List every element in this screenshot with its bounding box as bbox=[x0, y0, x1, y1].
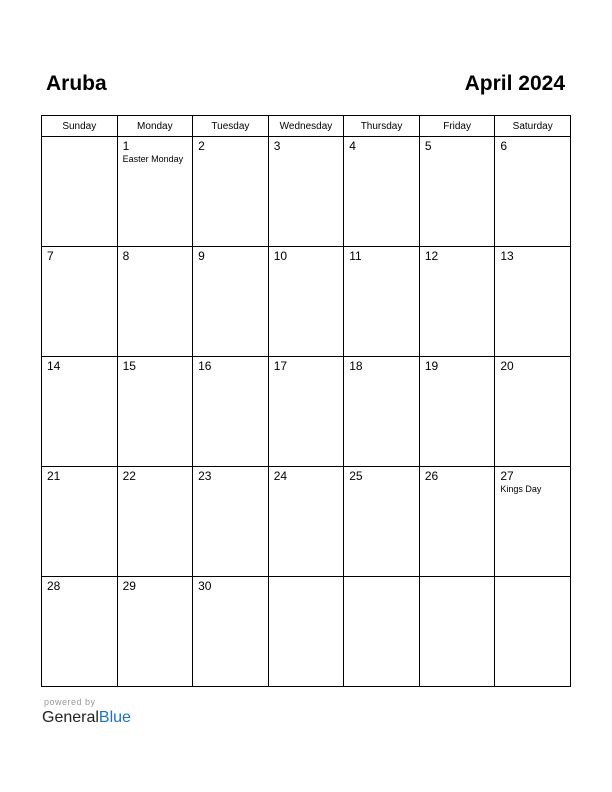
day-cell bbox=[495, 467, 571, 577]
weekday-wednesday: Wednesday bbox=[268, 116, 344, 137]
day-cell bbox=[42, 357, 118, 467]
day-cell bbox=[193, 577, 269, 687]
day-number: 12 bbox=[424, 249, 439, 263]
weekday-friday: Friday bbox=[419, 116, 495, 137]
weekday-sunday: Sunday bbox=[42, 116, 118, 137]
week-row bbox=[42, 357, 571, 467]
day-cell bbox=[495, 357, 571, 467]
day-cell bbox=[42, 247, 118, 357]
brand-name-part2: Blue bbox=[98, 709, 131, 726]
holiday-label: Kings Day bbox=[500, 484, 542, 494]
day-number: 5 bbox=[424, 139, 432, 153]
day-cell bbox=[419, 357, 495, 467]
day-cell bbox=[344, 137, 420, 247]
weekday-tuesday: Tuesday bbox=[193, 116, 269, 137]
day-cell bbox=[42, 577, 118, 687]
empty-day-cell bbox=[419, 577, 495, 687]
day-number: 17 bbox=[273, 359, 288, 373]
day-number: 8 bbox=[122, 249, 130, 263]
calendar-body bbox=[42, 137, 571, 687]
day-number: 9 bbox=[198, 249, 205, 263]
day-number: 4 bbox=[349, 139, 356, 153]
day-cell bbox=[268, 357, 344, 467]
day-number: 13 bbox=[500, 249, 514, 263]
day-cell bbox=[193, 137, 269, 247]
weekday-monday: Monday bbox=[117, 116, 193, 137]
week-row bbox=[42, 577, 571, 687]
day-number: 26 bbox=[424, 469, 439, 483]
day-number: 19 bbox=[424, 359, 439, 373]
day-cell bbox=[193, 467, 269, 577]
day-number: 28 bbox=[47, 579, 61, 593]
day-number: 27 bbox=[500, 469, 514, 483]
day-number: 10 bbox=[273, 249, 288, 263]
day-number: 6 bbox=[500, 139, 508, 153]
day-number: 20 bbox=[500, 359, 514, 373]
day-cell bbox=[117, 577, 193, 687]
day-cell bbox=[193, 247, 269, 357]
day-cell bbox=[344, 247, 420, 357]
day-cell bbox=[117, 357, 193, 467]
day-number: 21 bbox=[47, 469, 61, 483]
day-cell bbox=[344, 467, 420, 577]
day-cell bbox=[495, 247, 571, 357]
day-cell bbox=[268, 137, 344, 247]
day-number: 3 bbox=[273, 139, 281, 153]
day-number: 1 bbox=[122, 139, 130, 153]
empty-day-cell bbox=[344, 577, 420, 687]
day-number: 15 bbox=[122, 359, 136, 373]
day-cell bbox=[117, 137, 193, 247]
empty-day-cell bbox=[495, 577, 571, 687]
day-cell bbox=[419, 467, 495, 577]
empty-day-cell bbox=[268, 577, 344, 687]
week-row bbox=[42, 137, 571, 247]
weekday-header-row bbox=[42, 116, 571, 137]
powered-by-text: powered by bbox=[44, 697, 96, 707]
calendar-grid bbox=[41, 115, 571, 687]
day-number: 16 bbox=[198, 359, 212, 373]
day-number: 23 bbox=[198, 469, 212, 483]
day-cell bbox=[42, 467, 118, 577]
day-cell bbox=[117, 247, 193, 357]
day-cell bbox=[268, 247, 344, 357]
day-cell bbox=[419, 137, 495, 247]
country-title: Aruba bbox=[46, 72, 107, 95]
weekday-saturday: Saturday bbox=[495, 116, 571, 137]
day-cell bbox=[117, 467, 193, 577]
generalblue-logo[interactable] bbox=[42, 709, 131, 727]
day-cell bbox=[495, 137, 571, 247]
day-number: 11 bbox=[349, 249, 362, 263]
day-number: 18 bbox=[349, 359, 363, 373]
week-row bbox=[42, 467, 571, 577]
day-number: 30 bbox=[198, 579, 212, 593]
day-cell bbox=[419, 247, 495, 357]
day-cell bbox=[193, 357, 269, 467]
week-row bbox=[42, 247, 571, 357]
day-cell bbox=[268, 467, 344, 577]
day-number: 24 bbox=[273, 469, 288, 483]
day-number: 2 bbox=[198, 139, 205, 153]
brand-name-part1: General bbox=[42, 709, 99, 726]
day-number: 7 bbox=[47, 249, 54, 263]
day-number: 14 bbox=[47, 359, 61, 373]
holiday-label: Easter Monday bbox=[122, 154, 184, 164]
empty-day-cell bbox=[42, 137, 118, 247]
month-year-title: April 2024 bbox=[464, 72, 565, 95]
day-number: 22 bbox=[122, 469, 136, 483]
weekday-thursday: Thursday bbox=[344, 116, 420, 137]
day-number: 25 bbox=[349, 469, 363, 483]
day-number: 29 bbox=[122, 579, 136, 593]
day-cell bbox=[344, 357, 420, 467]
